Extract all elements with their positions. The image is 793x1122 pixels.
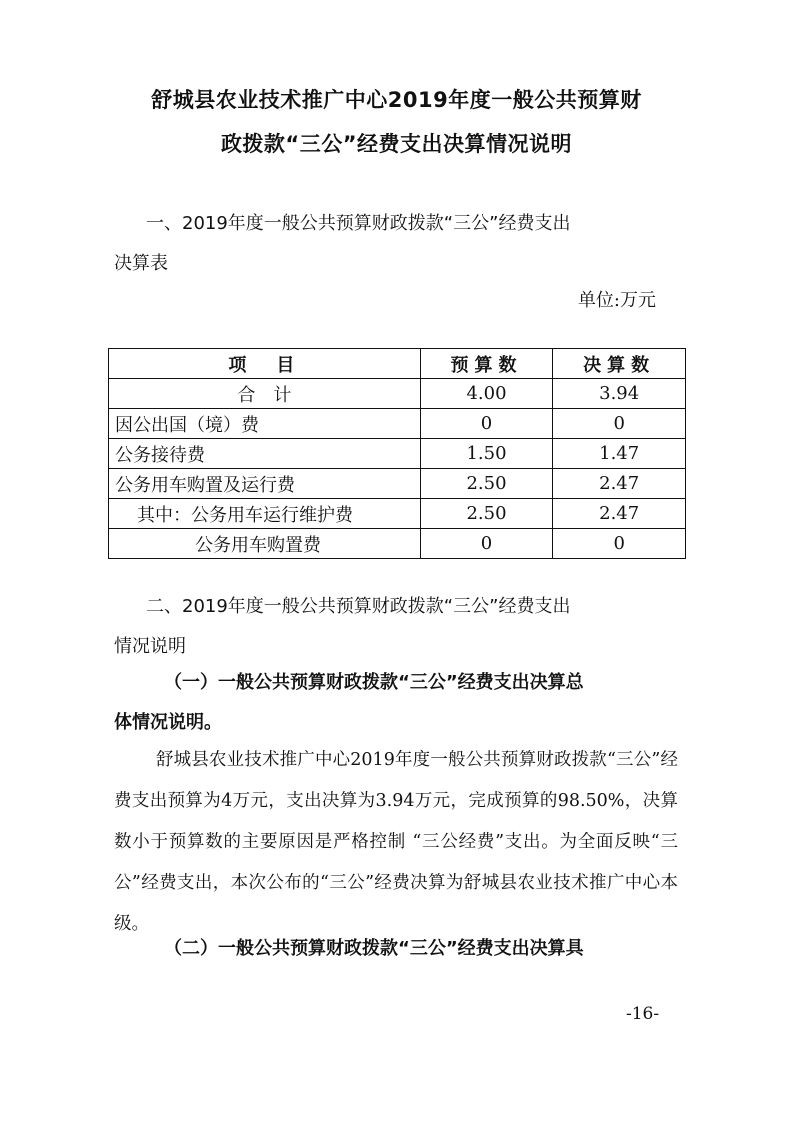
document-title-line-1: 舒城县农业技术推广中心2019年度一般公共预算财 bbox=[151, 88, 642, 112]
header-budget: 预算数 bbox=[420, 349, 553, 379]
section-1-heading-line-2: 决算表 bbox=[114, 253, 168, 274]
section-2-heading-line-1: 二、2019年度一般公共预算财政拨款“三公”经费支出 bbox=[146, 596, 571, 617]
row-final: 2.47 bbox=[553, 469, 686, 499]
row-budget: 0 bbox=[420, 529, 553, 559]
header-final: 决算数 bbox=[553, 349, 686, 379]
row-final: 2.47 bbox=[553, 499, 686, 529]
table-row bbox=[109, 499, 686, 529]
row-budget: 0 bbox=[420, 409, 553, 439]
row-label: 其中：公务用车运行维护费 bbox=[109, 499, 421, 529]
subsection-2-heading: （二）一般公共预算财政拨款“三公”经费支出决算具 bbox=[164, 938, 584, 959]
table-row bbox=[109, 409, 686, 439]
table-row bbox=[109, 529, 686, 559]
table-row bbox=[109, 469, 686, 499]
section-2-heading-line-2: 情况说明 bbox=[114, 636, 186, 657]
row-budget: 1.50 bbox=[420, 439, 553, 469]
row-label: 因公出国（境）费 bbox=[109, 409, 421, 439]
subsection-1-heading-line-2: 体情况说明。 bbox=[114, 712, 222, 733]
row-label: 公务接待费 bbox=[109, 439, 421, 469]
row-final: 3.94 bbox=[553, 379, 686, 409]
row-label: 公务用车购置费 bbox=[109, 529, 421, 559]
three-public-expenses-table bbox=[108, 348, 686, 559]
row-final: 0 bbox=[553, 529, 686, 559]
header-item: 项 目 bbox=[109, 349, 421, 379]
row-budget: 2.50 bbox=[420, 499, 553, 529]
page-number: -16- bbox=[626, 1004, 660, 1024]
table-row bbox=[109, 439, 686, 469]
section-1-heading-line-1: 一、2019年度一般公共预算财政拨款“三公”经费支出 bbox=[146, 213, 571, 234]
row-final: 0 bbox=[553, 409, 686, 439]
table-row bbox=[109, 379, 686, 409]
row-final: 1.47 bbox=[553, 439, 686, 469]
row-label: 公务用车购置及运行费 bbox=[109, 469, 421, 499]
row-budget: 4.00 bbox=[420, 379, 553, 409]
subsection-1-heading-line-1: （一）一般公共预算财政拨款“三公”经费支出决算总 bbox=[164, 672, 584, 693]
document-title-line-2: 政拨款“三公”经费支出决算情况说明 bbox=[220, 132, 573, 156]
row-budget: 2.50 bbox=[420, 469, 553, 499]
unit-label: 单位:万元 bbox=[577, 290, 656, 311]
row-label-total: 合 计 bbox=[109, 379, 421, 409]
summary-paragraph: 舒城县农业技术推广中心2019年度一般公共预算财政拨款“三公”经费支出预算为4万元，支出决算为3.94万元，完成预算的98.50%，决算数小于预算数的主要原因是严格控制 “三公经费”支出。为全面反映“三公”经费支出，本次公布的“三公”经费决算为舒城县农业技术推广中心本级。 bbox=[114, 750, 678, 934]
table-header-row bbox=[109, 349, 686, 379]
